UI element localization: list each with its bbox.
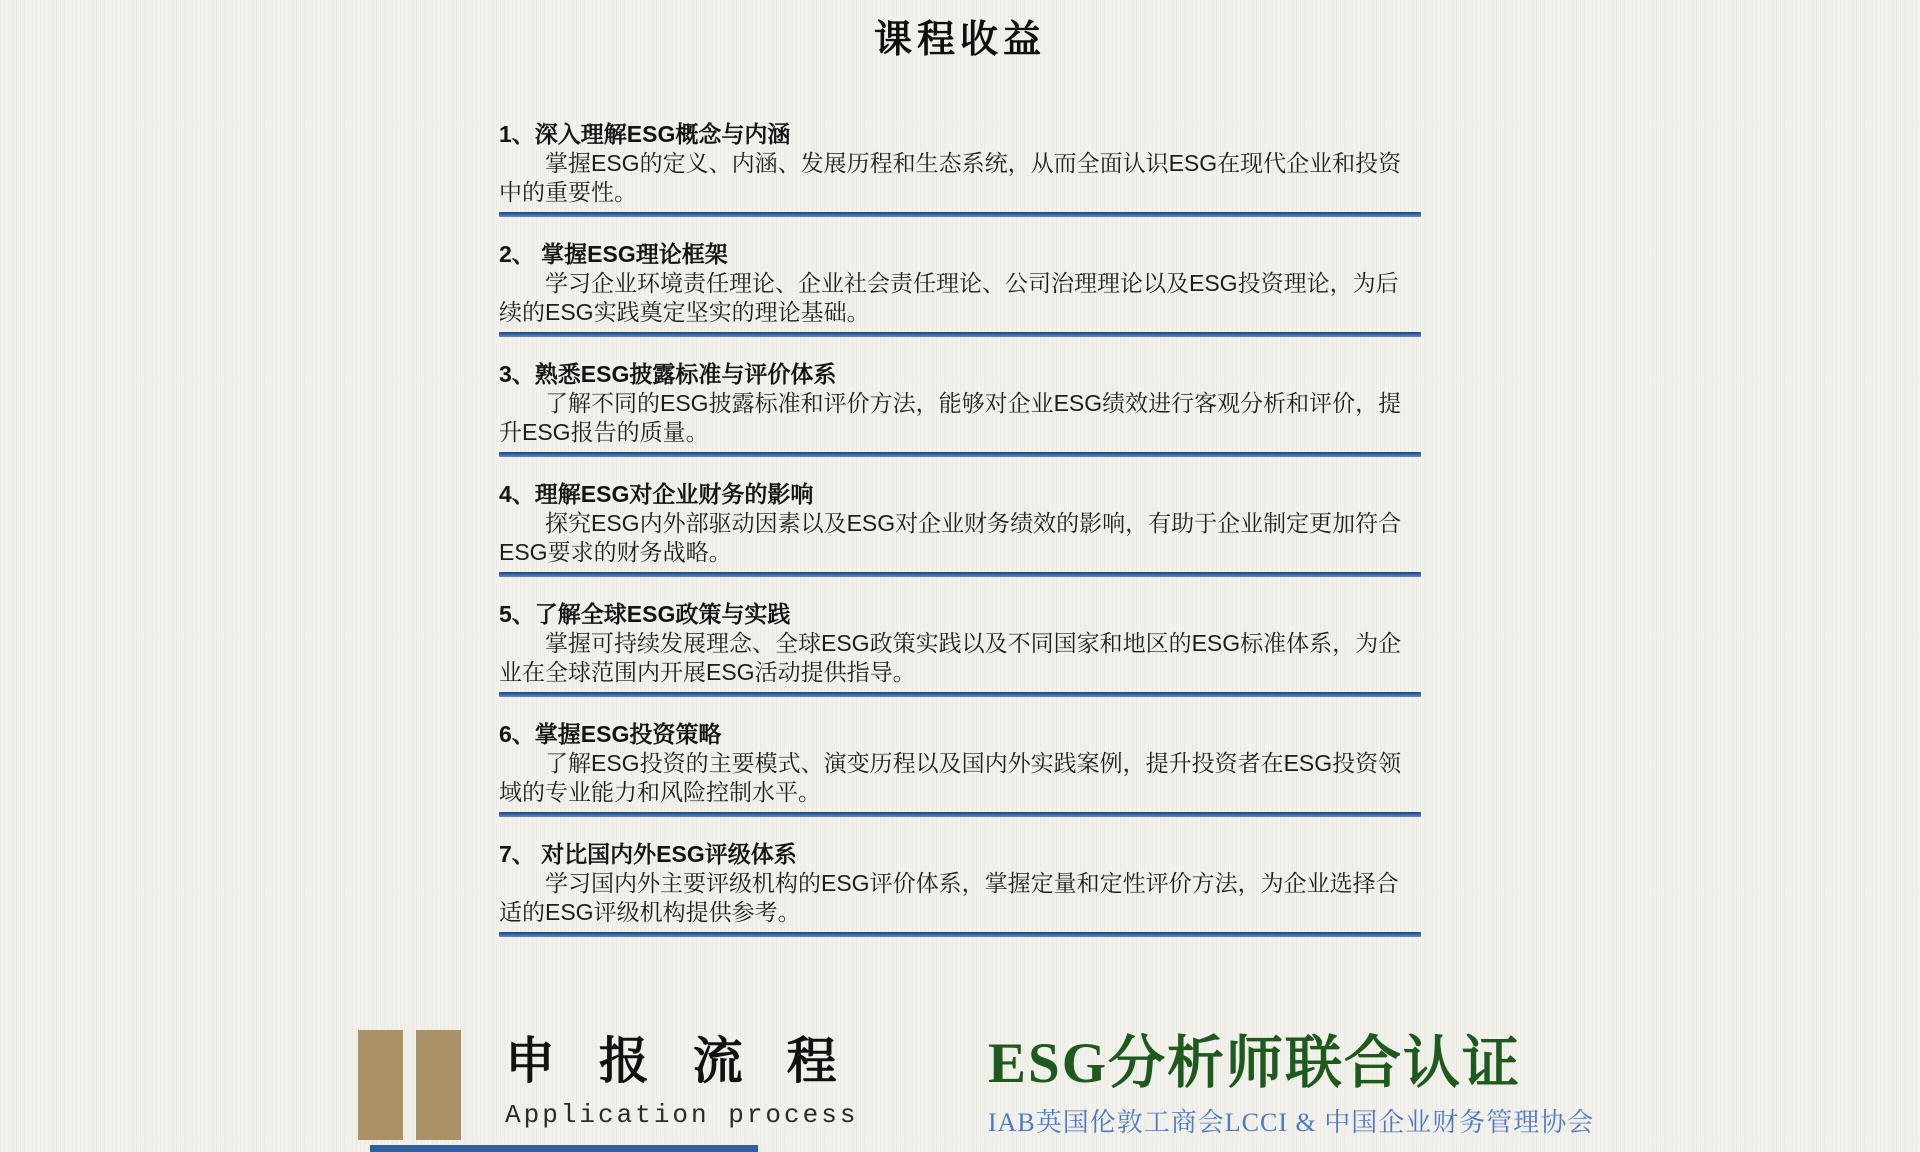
divider-line [499, 212, 1421, 217]
certification-brand [988, 1032, 1595, 1139]
gold-bar-icon [358, 1030, 403, 1140]
benefit-heading: 7、 对比国内外ESG评级体系 [499, 841, 797, 867]
benefit-heading: 1、深入理解ESG概念与内涵 [499, 121, 791, 147]
gold-bars-icon [358, 1030, 461, 1140]
divider-line [499, 812, 1421, 817]
benefit-body: 探究ESG内外部驱动因素以及ESG对企业财务绩效的影响，有助于企业制定更加符合ESG要求的财务战略。 [499, 510, 1402, 565]
benefit-heading: 3、熟悉ESG披露标准与评价体系 [499, 361, 837, 387]
benefit-item-6 [499, 719, 1421, 817]
benefit-item-3 [499, 359, 1421, 457]
section-subtitle: Application process [505, 1100, 859, 1130]
benefit-body: 了解ESG投资的主要模式、演变历程以及国内外实践案例，提升投资者在ESG投资领域的专业能力和风险控制水平。 [499, 750, 1402, 805]
divider-line [499, 332, 1421, 337]
benefit-item-1 [499, 119, 1421, 217]
benefit-body: 了解不同的ESG披露标准和评价方法，能够对企业ESG绩效进行客观分析和评价，提升ESG报告的质量。 [499, 390, 1402, 445]
footer [0, 1026, 1920, 1152]
bottom-divider-bar [370, 1145, 758, 1152]
benefit-heading: 5、了解全球ESG政策与实践 [499, 601, 791, 627]
benefit-body: 掌握ESG的定义、内涵、发展历程和生态系统，从而全面认识ESG在现代企业和投资中的重要性。 [499, 150, 1402, 205]
application-process-header [358, 1030, 858, 1140]
benefit-heading: 4、理解ESG对企业财务的影响 [499, 481, 814, 507]
certification-title: ESG分析师联合认证 [988, 1032, 1522, 1095]
benefit-heading: 2、 掌握ESG理论框架 [499, 241, 728, 267]
benefit-item-5 [499, 599, 1421, 697]
divider-line [499, 692, 1421, 697]
certification-subtitle: IAB英国伦敦工商会LCCI & 中国企业财务管理协会 [988, 1108, 1595, 1137]
benefit-body: 学习企业环境责任理论、企业社会责任理论、公司治理理论以及ESG投资理论，为后续的ESG实践奠定坚实的理论基础。 [499, 270, 1399, 325]
benefits-list [499, 119, 1421, 937]
divider-line [499, 572, 1421, 577]
section-title: 申 报 流 程 [505, 1033, 852, 1089]
benefit-body: 学习国内外主要评级机构的ESG评价体系，掌握定量和定性评价方法，为企业选择合适的ESG评级机构提供参考。 [499, 870, 1399, 925]
application-process-text [505, 1030, 858, 1130]
benefit-body: 掌握可持续发展理念、全球ESG政策实践以及不同国家和地区的ESG标准体系，为企业在全球范围内开展ESG活动提供指导。 [499, 630, 1402, 685]
divider-line [499, 932, 1421, 937]
benefit-item-4 [499, 479, 1421, 577]
benefit-item-7 [499, 839, 1421, 937]
divider-line [499, 452, 1421, 457]
gold-bar-icon [416, 1030, 461, 1140]
page-title: 课程收益 [873, 19, 1046, 61]
benefit-heading: 6、掌握ESG投资策略 [499, 721, 722, 747]
benefit-item-2 [499, 239, 1421, 337]
